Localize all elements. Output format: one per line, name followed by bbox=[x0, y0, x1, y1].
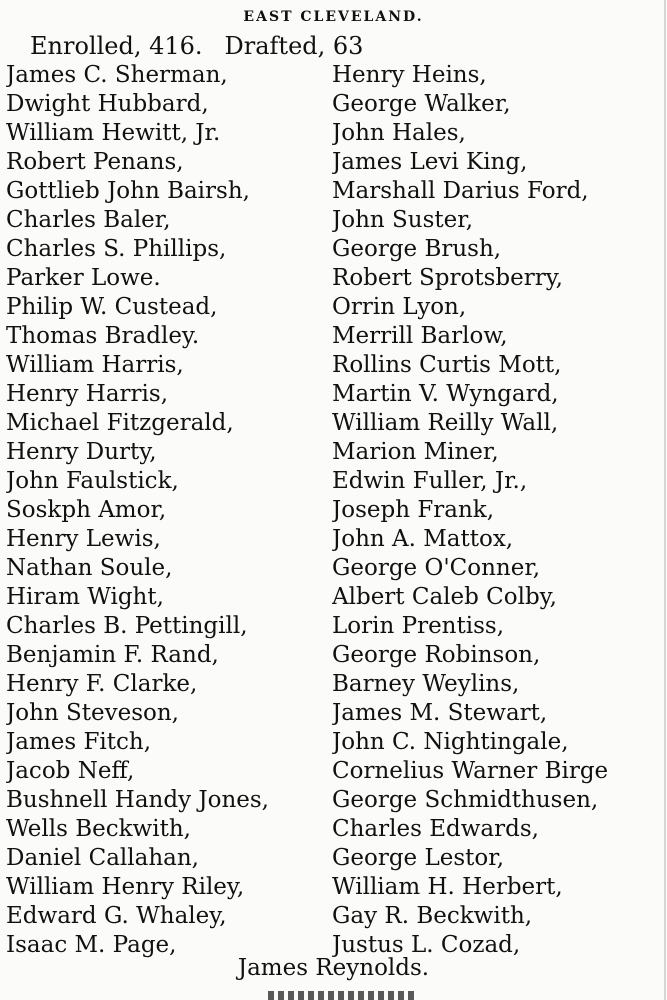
name-entry: Albert Caleb Colby, bbox=[332, 584, 557, 610]
name-entry: Bushnell Handy Jones, bbox=[6, 787, 269, 813]
name-entry: Henry Harris, bbox=[6, 381, 169, 407]
name-entry: John Faulstick, bbox=[6, 468, 179, 494]
name-entry: Gay R. Beckwith, bbox=[332, 903, 533, 929]
name-entry: William Hewitt, Jr. bbox=[6, 120, 221, 146]
name-entry: Dwight Hubbard, bbox=[6, 91, 209, 117]
name-entry: William Harris, bbox=[6, 352, 184, 378]
name-entry: Charles S. Phillips, bbox=[6, 236, 227, 262]
name-entry: Daniel Callahan, bbox=[6, 845, 199, 871]
name-entry: George O'Conner, bbox=[332, 555, 541, 581]
name-entry: Charles Baler, bbox=[6, 207, 171, 233]
name-entry: Gottlieb John Bairsh, bbox=[6, 178, 250, 204]
name-entry: Joseph Frank, bbox=[332, 497, 495, 523]
name-entry: Martin V. Wyngard, bbox=[332, 381, 559, 407]
name-entry: Nathan Soule, bbox=[6, 555, 173, 581]
name-entry: Henry Heins, bbox=[332, 62, 487, 88]
name-entry: Hiram Wight, bbox=[6, 584, 164, 610]
section-heading: EAST CLEVELAND. bbox=[243, 9, 424, 25]
name-entry: Henry F. Clarke, bbox=[6, 671, 198, 697]
cut-off-next-heading bbox=[268, 991, 418, 1000]
name-entry: James C. Sherman, bbox=[6, 62, 228, 88]
name-entry: John Suster, bbox=[332, 207, 474, 233]
name-entry: Henry Durty, bbox=[6, 439, 157, 465]
name-entry: Barney Weylins, bbox=[332, 671, 520, 697]
name-entry: George Robinson, bbox=[332, 642, 541, 668]
name-entry: Philip W. Custead, bbox=[6, 294, 218, 320]
name-entry: John C. Nightingale, bbox=[332, 729, 569, 755]
name-entry: Parker Lowe. bbox=[6, 265, 161, 291]
name-entry: Rollins Curtis Mott, bbox=[332, 352, 562, 378]
name-entry: George Schmidthusen, bbox=[332, 787, 599, 813]
name-entry: George Walker, bbox=[332, 91, 511, 117]
drafted-names-right-column bbox=[332, 61, 662, 960]
name-entry: James M. Stewart, bbox=[332, 700, 548, 726]
name-entry: Thomas Bradley. bbox=[6, 323, 200, 349]
name-entry: Jacob Neff, bbox=[6, 758, 135, 784]
enrollment-stats bbox=[30, 30, 650, 62]
name-entry: George Brush, bbox=[332, 236, 502, 262]
name-entry: Edwin Fuller, Jr., bbox=[332, 468, 528, 494]
name-entry: John Steveson, bbox=[6, 700, 179, 726]
drafted-names-left-column bbox=[6, 61, 326, 960]
name-entry: Marion Miner, bbox=[332, 439, 499, 465]
name-entry: Charles B. Pettingill, bbox=[6, 613, 248, 639]
column-rule bbox=[664, 0, 666, 1000]
name-entry: Cornelius Warner Birge bbox=[332, 758, 609, 784]
name-entry: Justus L. Cozad, bbox=[332, 932, 521, 958]
drafted-count: Drafted, 63 bbox=[224, 32, 364, 60]
name-entry: Orrin Lyon, bbox=[332, 294, 467, 320]
name-entry: Lorin Prentiss, bbox=[332, 613, 505, 639]
name-entry: James Fitch, bbox=[6, 729, 152, 755]
enrolled-count: Enrolled, 416. bbox=[30, 32, 203, 60]
name-entry: William H. Herbert, bbox=[332, 874, 563, 900]
name-entry: Marshall Darius Ford, bbox=[332, 178, 589, 204]
name-entry: Michael Fitzgerald, bbox=[6, 410, 234, 436]
name-entry: Robert Sprotsberry, bbox=[332, 265, 563, 291]
name-entry: Isaac M. Page, bbox=[6, 932, 177, 958]
name-entry: George Lestor, bbox=[332, 845, 505, 871]
name-entry: Wells Beckwith, bbox=[6, 816, 191, 842]
name-entry: Edward G. Whaley, bbox=[6, 903, 227, 929]
name-entry: Soskph Amor, bbox=[6, 497, 167, 523]
name-entry: William Henry Riley, bbox=[6, 874, 245, 900]
name-entry: James Levi King, bbox=[332, 149, 528, 175]
name-entry: John A. Mattox, bbox=[332, 526, 514, 552]
name-entry: Merrill Barlow, bbox=[332, 323, 508, 349]
name-entry: Benjamin F. Rand, bbox=[6, 642, 219, 668]
name-entry: Henry Lewis, bbox=[6, 526, 161, 552]
name-entry: Robert Penans, bbox=[6, 149, 184, 175]
name-entry: John Hales, bbox=[332, 120, 466, 146]
final-name: James Reynolds. bbox=[237, 955, 430, 981]
name-entry: William Reilly Wall, bbox=[332, 410, 559, 436]
name-entry: Charles Edwards, bbox=[332, 816, 539, 842]
